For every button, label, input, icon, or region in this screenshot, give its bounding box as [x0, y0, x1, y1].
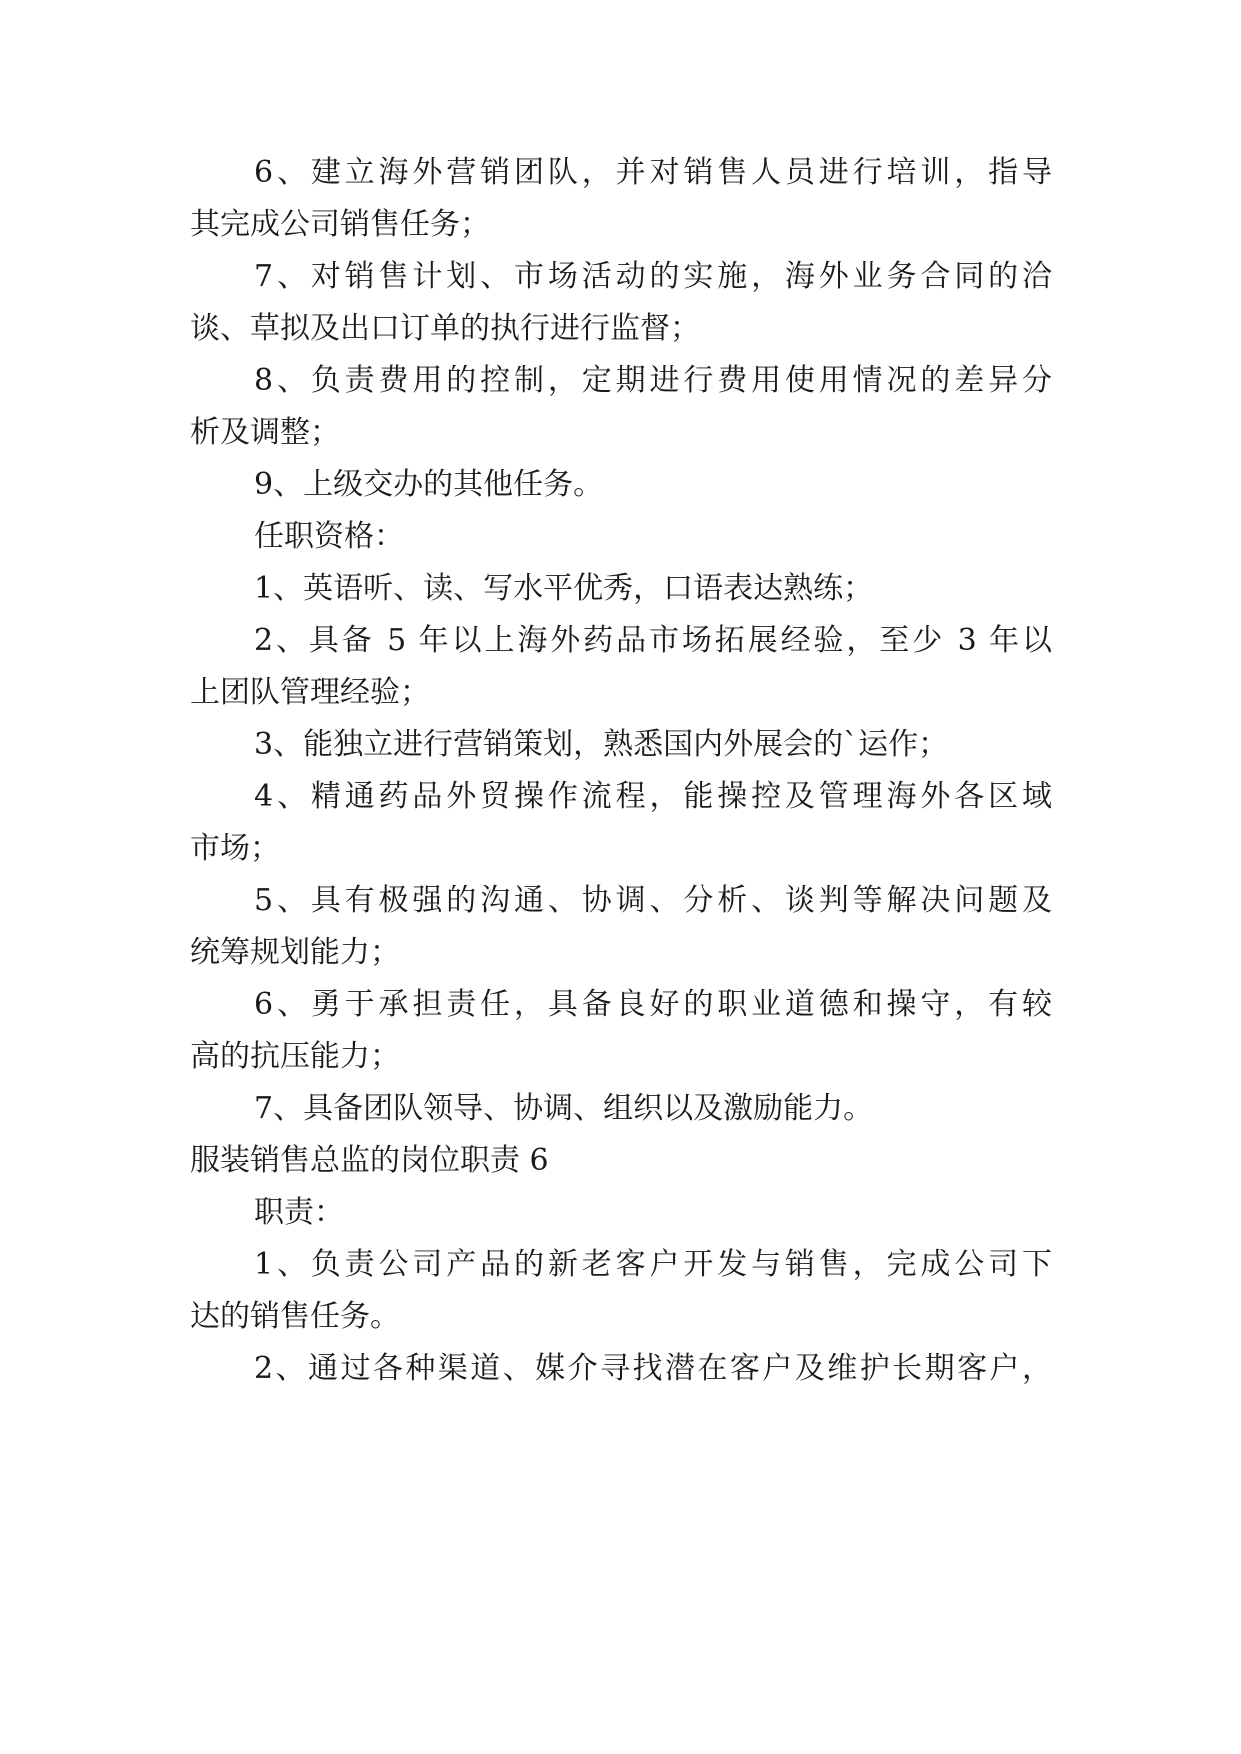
qualification-5-line-2: 统筹规划能力；: [190, 935, 400, 970]
paragraph-6-line-2: 其完成公司销售任务；: [190, 207, 490, 242]
paragraph-8-line-2: 析及调整；: [190, 415, 340, 450]
paragraph-7-line-1: 7、对销售计划、市场活动的实施，海外业务合同的洽: [254, 259, 1052, 294]
qualification-7: 7、具备团队领导、协调、组织以及激励能力。: [254, 1091, 874, 1126]
qualification-2-line-2: 上团队管理经验；: [190, 675, 430, 710]
paragraph-9: 9、上级交办的其他任务。: [254, 467, 604, 502]
paragraph-8-line-1: 8、负责费用的控制，定期进行费用使用情况的差异分: [254, 363, 1052, 398]
qualification-1: 1、英语听、读、写水平优秀，口语表达熟练；: [254, 571, 874, 606]
duties-heading: 职责：: [254, 1195, 344, 1230]
section-title: 服装销售总监的岗位职责 6: [190, 1143, 549, 1178]
paragraph-6-line-1: 6、建立海外营销团队，并对销售人员进行培训，指导: [254, 155, 1052, 190]
duty-1-line-2: 达的销售任务。: [190, 1299, 400, 1334]
qualifications-heading: 任职资格：: [254, 519, 404, 554]
qualification-5-line-1: 5、具有极强的沟通、协调、分析、谈判等解决问题及: [254, 883, 1052, 918]
qualification-3: 3、能独立进行营销策划，熟悉国内外展会的`运作；: [254, 727, 949, 762]
paragraph-7-line-2: 谈、草拟及出口订单的执行进行监督；: [190, 311, 700, 346]
duty-1-line-1: 1、负责公司产品的新老客户开发与销售，完成公司下: [254, 1247, 1052, 1282]
qualification-6-line-1: 6、勇于承担责任，具备良好的职业道德和操守，有较: [254, 987, 1052, 1022]
duty-2-line-1: 2、通过各种渠道、媒介寻找潜在客户及维护长期客户，: [254, 1351, 1052, 1386]
qualification-4-line-2: 市场；: [190, 831, 280, 866]
qualification-4-line-1: 4、精通药品外贸操作流程，能操控及管理海外各区域: [254, 779, 1052, 814]
qualification-2-line-1: 2、具备 5 年以上海外药品市场拓展经验，至少 3 年以: [254, 623, 1052, 658]
qualification-6-line-2: 高的抗压能力；: [190, 1039, 400, 1074]
